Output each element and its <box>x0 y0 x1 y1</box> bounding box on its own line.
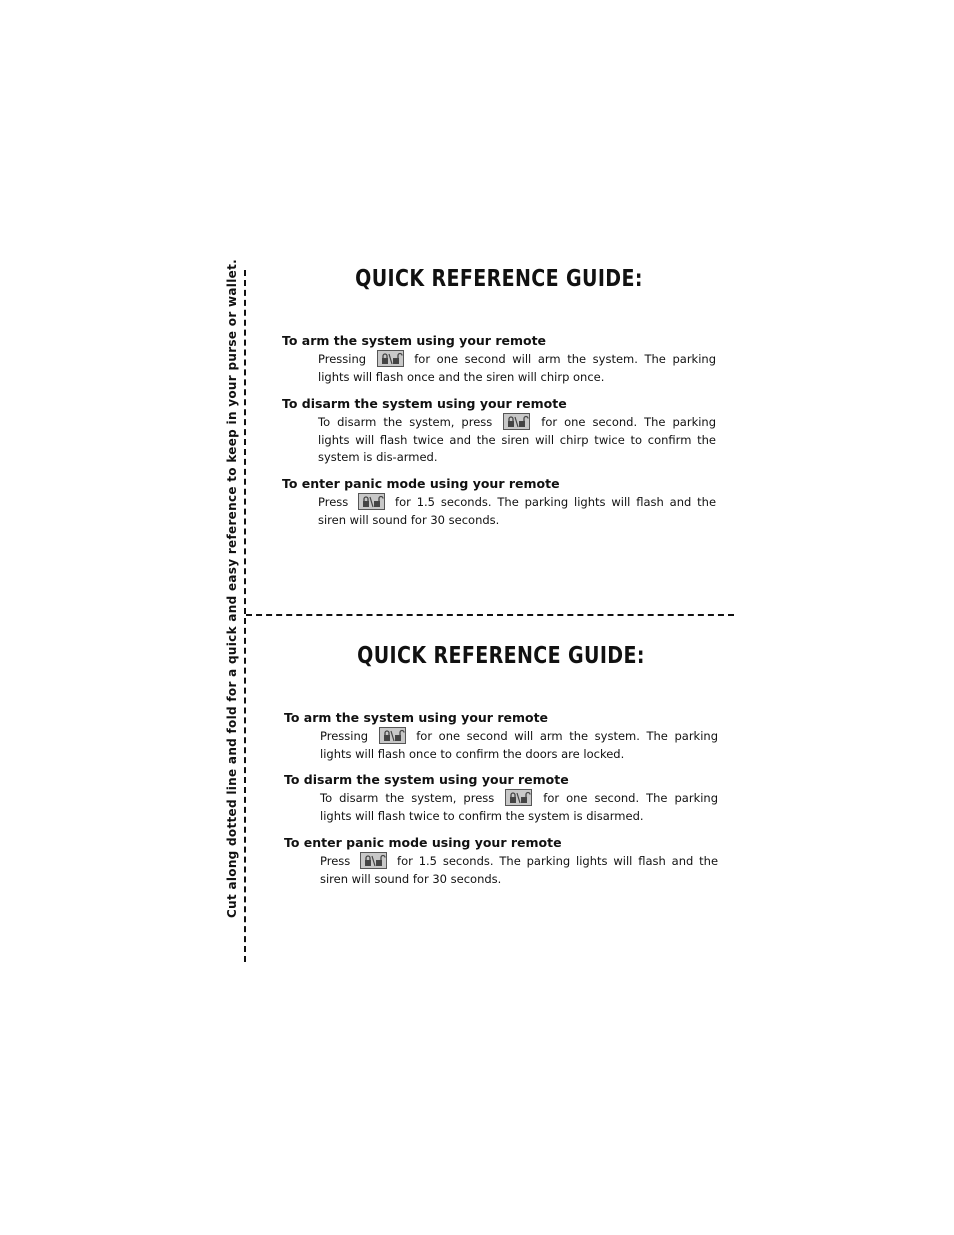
guide-title: QUICK REFERENCE GUIDE: <box>357 643 645 669</box>
disarm-section <box>284 771 718 825</box>
panic-section <box>282 475 716 529</box>
section-title: To arm the system using your remote <box>284 710 549 725</box>
section-body: Press for 1.5 seconds. The parking lights will flash and the siren will sound for 30 seconds. <box>320 854 719 886</box>
lock-unlock-icon <box>503 413 530 430</box>
section-body: Pressing for one second will arm the system. The parking lights will flash once to confirm the doors are locked. <box>320 729 718 761</box>
section-body: To disarm the system, press for one second. The parking lights will flash twice and the siren will chirp twice to confirm the system is dis-armed. <box>318 415 717 464</box>
section-title: To enter panic mode using your remote <box>282 476 560 491</box>
cut-instruction: Cut along dotted line and fold for a quick and easy reference to keep in your purse or wallet. <box>225 259 239 918</box>
lock-unlock-icon <box>505 789 532 806</box>
section-title: To disarm the system using your remote <box>282 396 567 411</box>
section-title: To arm the system using your remote <box>282 333 547 348</box>
arm-section <box>282 332 716 386</box>
disarm-section <box>282 395 716 467</box>
vertical-cut-line <box>244 270 246 962</box>
panic-section <box>284 834 718 888</box>
lock-unlock-icon <box>379 727 406 744</box>
lock-unlock-icon <box>358 493 385 510</box>
lock-unlock-icon <box>377 350 404 367</box>
section-body: Press for 1.5 seconds. The parking lights will flash and the siren will sound for 30 seconds. <box>318 495 717 527</box>
lock-unlock-icon <box>360 852 387 869</box>
section-body: To disarm the system, press for one second. The parking lights will flash twice to confirm the system is disarmed. <box>320 791 719 823</box>
section-title: To enter panic mode using your remote <box>284 835 562 850</box>
arm-section <box>284 709 718 763</box>
guide-title: QUICK REFERENCE GUIDE: <box>355 266 643 292</box>
horizontal-cut-line <box>246 614 734 616</box>
section-body: Pressing for one second will arm the system. The parking lights will flash once and the siren will chirp once. <box>318 352 716 384</box>
section-title: To disarm the system using your remote <box>284 772 569 787</box>
